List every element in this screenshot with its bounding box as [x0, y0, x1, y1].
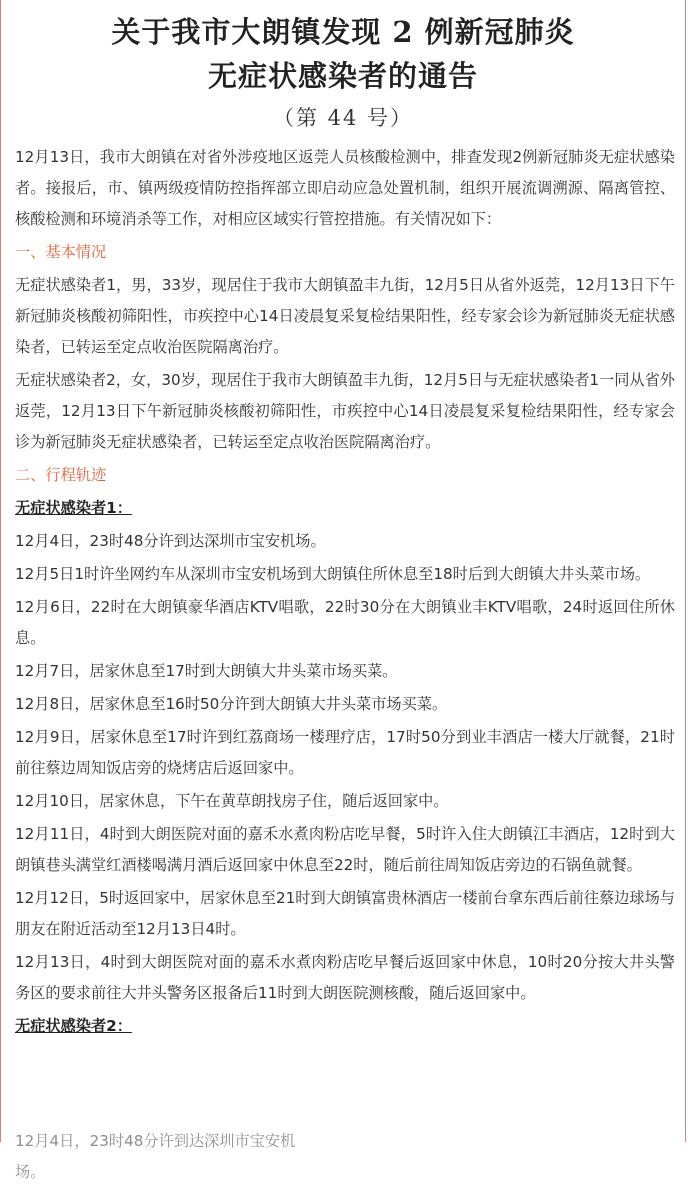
- case1-itinerary-heading: 无症状感染者1：: [15, 499, 132, 517]
- trip-item: 12月12日，5时返回家中，居家休息至21时到大朗镇富贵林酒店一楼前台拿东西后前往蔡边球场与朋友在附近活动至12月13日4时。: [15, 889, 675, 938]
- notice-title-line2: 无症状感染者的通告: [207, 59, 478, 93]
- intro-paragraph: 12月13日，我市大朗镇在对省外涉疫地区返莞人员核酸检测中，排查发现2例新冠肺炎无症状感染者。接报后，市、镇两级疫情防控指挥部立即启动应急处置机制，组织开展流调溯源、隔离管控、核酸检测和环境消杀等工作，对相应区域实行管控措施。有关情况如下：: [15, 148, 675, 228]
- case2-itinerary-heading: 无症状感染者2：: [15, 1017, 132, 1035]
- trip-item: 12月6日，22时在大朗镇豪华酒店KTV唱歌，22时30分在大朗镇业丰KTV唱歌，24时返回住所休息。: [15, 598, 675, 647]
- trip-item: 12月7日，居家休息至17时到大朗镇大井头菜市场买菜。: [15, 662, 398, 680]
- trip-item: 12月11日，4时到大朗医院对面的嘉禾水煮肉粉店吃早餐，5时许入住大朗镇江丰酒店，12时到大朗镇巷头满堂红酒楼喝满月酒后返回家中休息至22时，随后前往周知饭店旁边的石锅鱼就餐。: [15, 825, 675, 874]
- trip-item: 12月8日，居家休息至16时50分许到大朗镇大井头菜市场买菜。: [15, 695, 448, 713]
- trip-item: 12月9日，居家休息至17时许到红荔商场一楼理疗店，17时50分到业丰酒店一楼大厅就餐，21时前往蔡边周知饭店旁的烧烤店后返回家中。: [15, 728, 675, 777]
- case1-info-paragraph: 无症状感染者1，男，33岁，现居住于我市大朗镇盈丰九街，12月5日从省外返莞，12月13日下午新冠肺炎核酸初筛阳性，市疾控中心14日凌晨复采复检结果阳性，经专家会诊为新冠肺炎无症状感染者，已转运至定点收治医院隔离治疗。: [15, 276, 675, 356]
- trip-item-cut: 12月4日，23时48分许到达深圳市宝安机场。: [15, 1132, 296, 1181]
- section-itinerary-heading: 二、行程轨迹: [15, 466, 107, 484]
- trip-item: 12月10日，居家休息，下午在黄草朗找房子住，随后返回家中。: [15, 792, 449, 810]
- case2-info-paragraph: 无症状感染者2，女，30岁，现居住于我市大朗镇盈丰九街，12月5日与无症状感染者1一同从省外返莞，12月13日下午新冠肺炎核酸初筛阳性，市疾控中心14日凌晨复采复检结果阳性，经专家会诊为新冠肺炎无症状感染者，已转运至定点收治医院隔离治疗。: [15, 371, 675, 451]
- notice-body: [15, 142, 675, 1044]
- notice-issue-number: （第 44 号）: [272, 106, 414, 130]
- notice-title-line1: 关于我市大朗镇发现 2 例新冠肺炎: [111, 15, 575, 49]
- trip-item: 12月4日，23时48分许到达深圳市宝安机场。: [15, 532, 326, 550]
- trip-item: 12月5日1时许坐网约车从深圳市宝安机场到大朗镇住所休息至18时后到大朗镇大井头菜市场。: [15, 565, 651, 583]
- trip-item: 12月13日，4时到大朗医院对面的嘉禾水煮肉粉店吃早餐后返回家中休息，10时20分按大井头警务区的要求前往大井头警务区报备后11时到大朗医院测核酸，随后返回家中。: [15, 953, 675, 1002]
- case2-first-trip-partial: [15, 1126, 315, 1181]
- section-basic-info-heading: 一、基本情况: [15, 243, 107, 261]
- case1-trip-list: [15, 526, 675, 1009]
